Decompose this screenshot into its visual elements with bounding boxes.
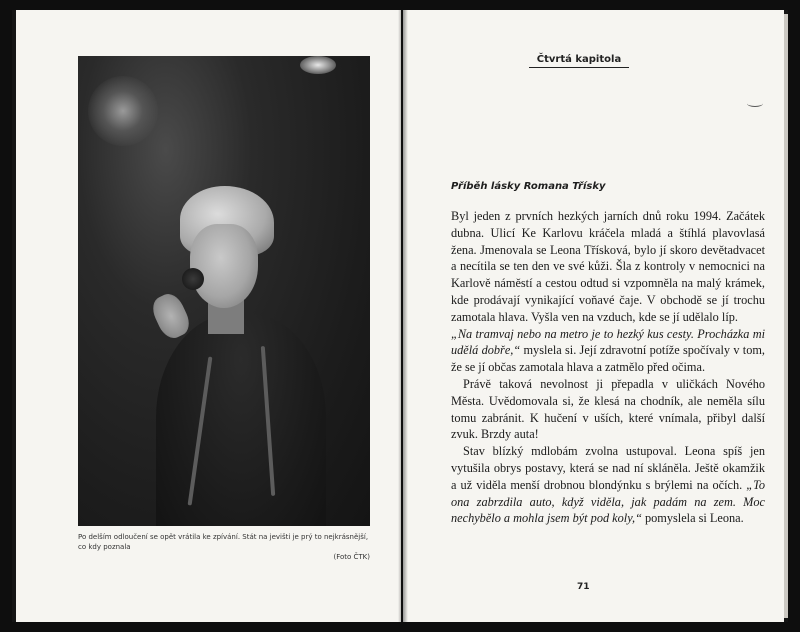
paragraph	[451, 443, 765, 527]
singer-body	[156, 314, 326, 526]
caption-text: Po delším odloučení se opět vrátila ke zpívání. Stát na jevišti je prý to nejkrásnější, co kdy poznala	[78, 533, 369, 551]
stage-light	[88, 76, 158, 146]
quote-text: „Na tramvaj nebo na metro je to hezký kus cesty. Procházka mi udělá dobře,“	[451, 326, 765, 358]
right-page	[403, 10, 784, 622]
book-gutter	[398, 10, 408, 622]
chapter-title: Čtvrtá kapitola	[529, 54, 629, 68]
paragraph-text: Stav blízký mdlobám zvolna ustupoval. Leona spíš jen vytušila obrys postavy, která se nad ní skláněla. Ještě okamžik a už viděla menší drobnou blondýnku s brýlemi na očích.	[451, 444, 765, 492]
left-page	[16, 10, 401, 622]
microphone-icon	[182, 268, 204, 290]
paragraph: Byl jeden z prvních hezkých jarních dnů roku 1994. Začátek dubna. Ulicí Ke Karlovu kráčela mladá a štíhlá plavovlasá žena. Jmenovala se Leona Třísková, bylo jí skoro devětadvacet a necítila se ten den ve své kůži. Šla z kontroly v nemocnici na Karlově náměstí a cestou odtud si vzpomněla na malý krámek, kde prodávají vynikající voňavé čaje. V obchodě se jí trochu zamotala hlava. Vyšla ven na vzduch, kde se jí udělalo líp.	[451, 209, 765, 324]
body-text	[451, 208, 765, 527]
caption-credit: (Foto ČTK)	[333, 553, 370, 561]
paragraph: Právě taková nevolnost ji přepadla v uličkách Nového Města. Uvědomovala si, že klesá na chodník, ale neměla sílu tomu zabránit. K hučení v uších, které vnímala, přibyl další zvuk. Brzdy auta!	[451, 376, 765, 442]
pencil-mark	[747, 100, 763, 107]
paragraph-text: pomyslela si Leona.	[641, 511, 744, 526]
page-edge	[784, 14, 788, 618]
book-spread	[12, 10, 788, 622]
photo-caption	[78, 532, 370, 562]
page-number: 71	[577, 582, 590, 592]
singer-photo	[78, 56, 370, 526]
singer-face	[190, 224, 258, 308]
paragraph	[451, 326, 765, 376]
section-title: Příběh lásky Romana Třísky	[451, 181, 606, 192]
paragraph-text: myslela si. Její zdravotní potíže spočívaly v tom, že se jí občas zamotala hlava a zatmělo před očima.	[451, 343, 765, 375]
quote-text: „To ona zabrzdila auto, když viděla, jak padám na zem. Moc nechybělo a mohla jsem být pod koly,“	[451, 477, 765, 526]
stage-light	[300, 56, 336, 74]
